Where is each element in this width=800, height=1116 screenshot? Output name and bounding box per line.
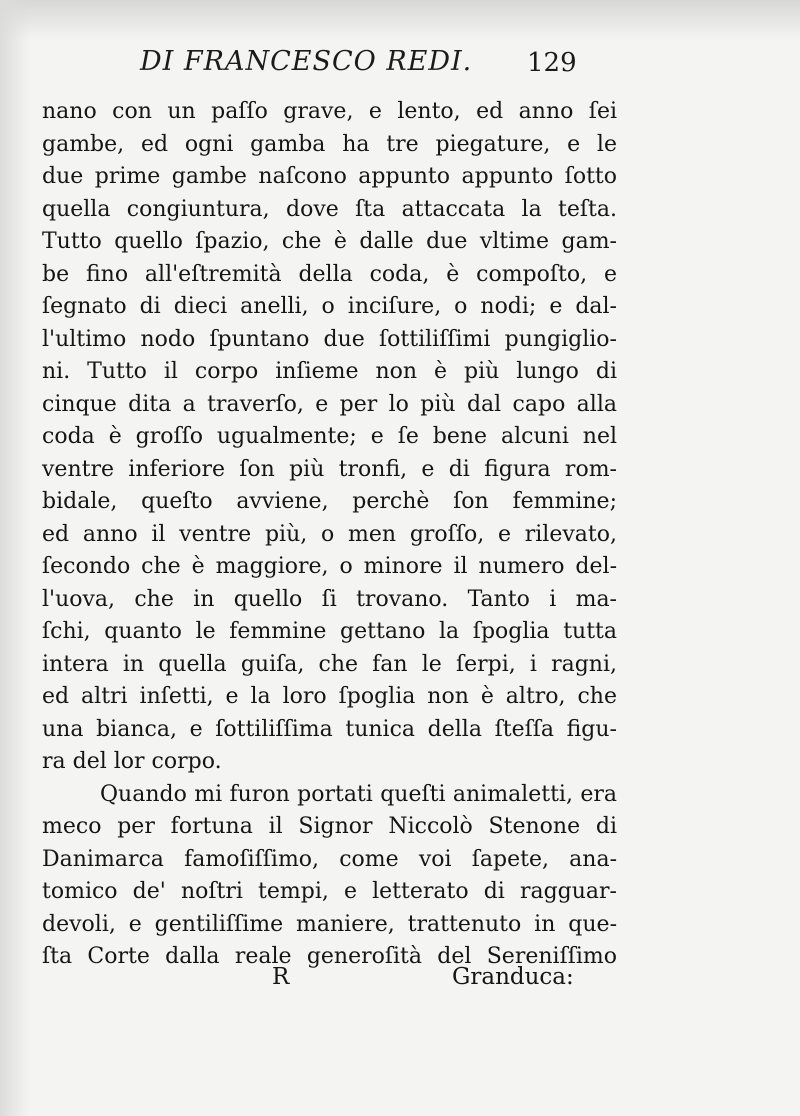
running-head	[0, 46, 800, 86]
text-line: cinque dita a traverſo, e per lo più dal capo alla	[42, 391, 617, 417]
text-line: ſecondo che è maggiore, o minore il numero del-	[42, 554, 617, 579]
paragraph-start-line: Quando mi furon portati queſti animaletti, era	[100, 781, 617, 807]
text-line: intera in quella guiſa, che fan le ſerpi, i ragni,	[42, 651, 617, 677]
text-line: ventre inferiore ſon più tronfi, e di figura rom-	[42, 456, 617, 482]
paragraph-end-line: ra del lor corpo.	[42, 749, 222, 774]
text-line: una bianca, e ſottiliſſima tunica della ſteſſa figu-	[42, 716, 617, 742]
signature-mark: R	[272, 964, 290, 990]
text-line: ed anno il ventre più, o men groſſo, e rilevato,	[42, 521, 617, 547]
text-line: ſta Corte dalla reale generoſità del Sereniſſimo	[42, 944, 617, 969]
page-top-shadow	[0, 0, 800, 40]
text-line: gambe, ed ogni gamba ha tre piegature, e le	[42, 131, 617, 157]
text-line: l'uova, che in quello ſi trovano. Tanto i ma-	[42, 586, 617, 612]
text-line: Tutto quello ſpazio, che è dalle due vltime gam-	[42, 229, 617, 254]
page-left-shadow	[0, 0, 30, 1116]
page-footer	[0, 964, 800, 998]
running-title: DI FRANCESCO REDI.	[140, 46, 473, 77]
text-line: l'ultimo nodo ſpuntano due ſottiliſſimi pungiglio-	[42, 326, 617, 352]
text-line: meco per fortuna il Signor Niccolò Stenone di	[42, 814, 617, 839]
text-line: due prime gambe naſcono appunto appunto ſotto	[42, 164, 617, 189]
text-line: tomico de' noſtri tempi, e letterato di ragguar-	[42, 879, 617, 904]
text-line: nano con un paſſo grave, e lento, ed anno ſei	[42, 99, 617, 124]
text-line: ed altri inſetti, e la loro ſpoglia non è altro, che	[42, 684, 617, 709]
text-line: Danimarca famoſiſſimo, come voi ſapete, ana-	[42, 846, 617, 872]
catchword: Granduca:	[452, 964, 574, 990]
text-line: be fino all'eſtremità della coda, è compoſto, e	[42, 261, 617, 287]
text-line: quella congiuntura, dove ſta attaccata la teſta.	[42, 196, 617, 222]
text-line: bidale, queſto avviene, perchè ſon femmine;	[42, 489, 617, 514]
text-line: coda è groſſo ugualmente; e ſe bene alcuni nel	[42, 424, 617, 449]
text-line: ni. Tutto il corpo inſieme non è più lungo di	[42, 359, 617, 384]
text-line: ſchi, quanto le femmine gettano la ſpoglia tutta	[42, 619, 617, 644]
page-number: 129	[527, 48, 577, 78]
text-line: devoli, e gentiliſſime maniere, trattenuto in que-	[42, 911, 617, 937]
body-text	[42, 96, 617, 974]
text-line: ſegnato di dieci anelli, o inciſure, o nodi; e dal-	[42, 294, 617, 319]
